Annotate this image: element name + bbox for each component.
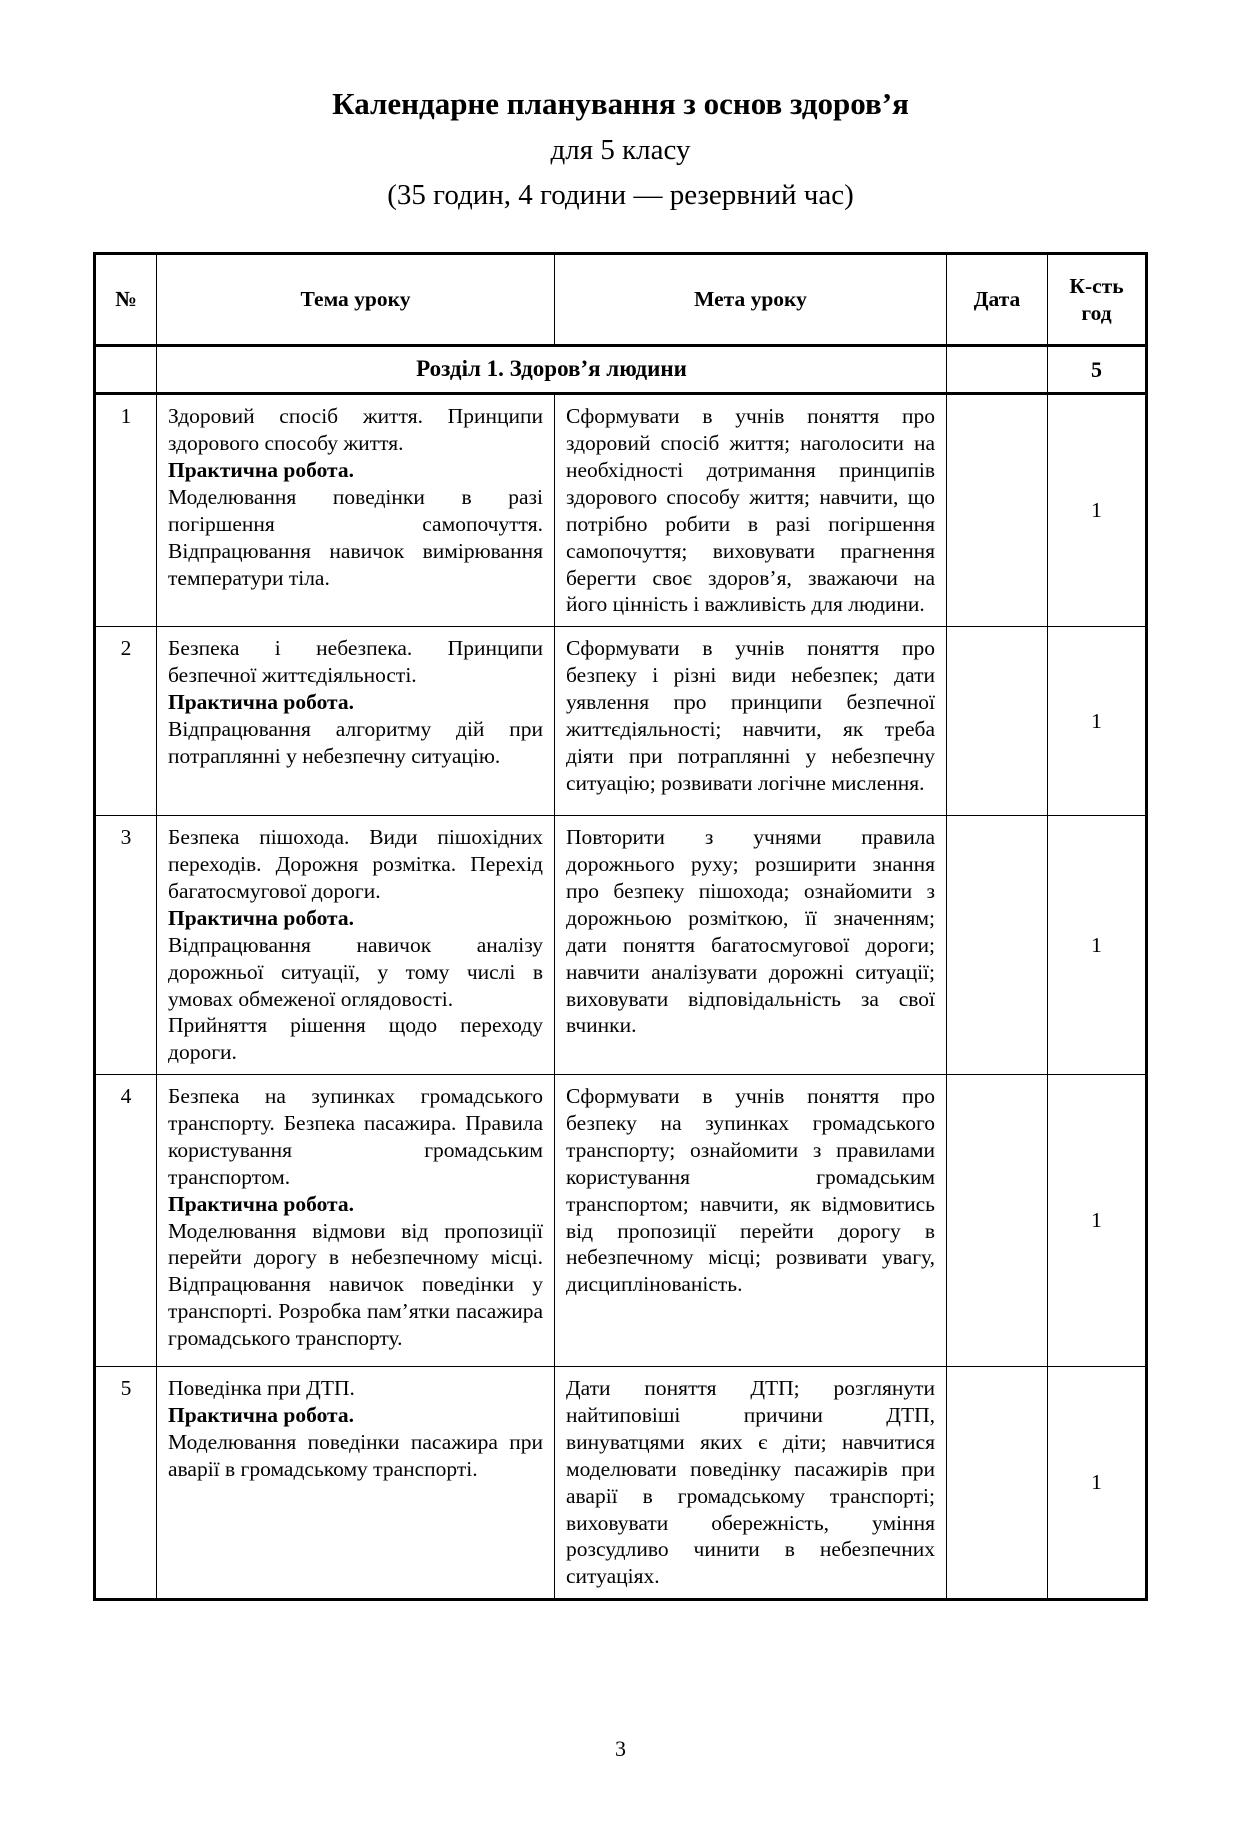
lesson-topic-cell — [157, 816, 555, 1075]
table-row — [95, 394, 1147, 627]
practical-work-paragraph: Відпрацювання алгоритму дій при потраплянні у небезпечну ситуацію. — [168, 716, 543, 768]
page-subtitle-hours: (35 годин, 4 години — резервний час) — [387, 178, 854, 211]
table-row — [95, 1367, 1147, 1600]
header-row — [95, 254, 1147, 346]
lesson-topic-cell — [157, 627, 555, 816]
lesson-goal-cell: Сформувати в учнів поняття про здоровий спосіб життя; наголосити на необхідності дотримання принципів здорового способу життя; навчити, що потрібно робити в разі погіршення самопочуття; виховувати прагнення берегти своє здоров’я, зважаючи на його цінність і важливість для людини. — [555, 394, 947, 627]
section-date-cell — [947, 346, 1048, 394]
practical-work-label: Практична робота. — [168, 458, 354, 483]
lesson-number: 5 — [95, 1367, 157, 1600]
lesson-hours-cell: 1 — [1048, 394, 1147, 627]
lesson-topic-cell — [157, 394, 555, 627]
lesson-plan-table — [93, 252, 1148, 1601]
lesson-date-cell — [947, 1367, 1048, 1600]
table-header — [95, 254, 1147, 346]
page-title: Календарне планування з основ здоров’я — [332, 86, 909, 121]
lesson-number: 1 — [95, 394, 157, 627]
section-row — [95, 346, 1147, 394]
practical-work-paragraph: Прийняття рішення щодо переходу дороги. — [168, 1013, 543, 1065]
header-hours: К-сть год — [1048, 254, 1147, 346]
header-date: Дата — [947, 254, 1048, 346]
lesson-number: 2 — [95, 627, 157, 816]
page-subtitle-class: для 5 класу — [550, 133, 691, 166]
practical-work-paragraph: Моделювання поведінки в разі погіршення самопочуття. Відпрацювання навичок вимірювання температури тіла. — [168, 484, 543, 590]
lesson-hours-cell: 1 — [1048, 816, 1147, 1075]
lesson-hours-cell: 1 — [1048, 1075, 1147, 1367]
practical-work-paragraph: Відпрацювання навичок аналізу дорожньої ситуації, у тому числі в умовах обмеженої оглядовості. — [168, 932, 543, 1011]
lesson-topic-text: Безпека і небезпека. Принципи безпечної життєдіяльності. — [168, 636, 543, 688]
lesson-topic-text: Здоровий спосіб життя. Принципи здорового способу життя. — [168, 404, 543, 456]
lesson-goal-cell: Повторити з учнями правила дорожнього руху; розширити знання про безпеку пішохода; ознайомити з дорожньою розміткою, її значенням; дати поняття багатосмугової дороги; навчити аналізувати дорожні ситуації; виховувати відповідальність за свої вчинки. — [555, 816, 947, 1075]
practical-work-label: Практична робота. — [168, 905, 354, 930]
lesson-date-cell — [947, 816, 1048, 1075]
practical-work-label: Практична робота. — [168, 1191, 354, 1216]
practical-work-text — [168, 932, 543, 1066]
table-row — [95, 1075, 1147, 1367]
lesson-topic-text: Безпека на зупинках громадського транспорту. Безпека пасажира. Правила користування громадським транспортом. — [168, 1084, 543, 1189]
lesson-goal-cell: Дати поняття ДТП; розглянути найтиповіші причини ДТП, винуватцями яких є діти; навчитися моделювати поведінку пасажирів при аварії в громадському транспорті; виховувати обережність, уміння розсудливо чинити в небезпечних ситуаціях. — [555, 1367, 947, 1600]
practical-work-text — [168, 1218, 543, 1352]
practical-work-text — [168, 484, 543, 592]
practical-work-label: Практична робота. — [168, 1403, 354, 1428]
header-goal: Мета уроку — [555, 254, 947, 346]
header-num: № — [95, 254, 157, 346]
practical-work-label: Практична робота. — [168, 690, 354, 715]
document-page — [0, 86, 1241, 1840]
table-row — [95, 816, 1147, 1075]
lesson-number: 4 — [95, 1075, 157, 1367]
practical-work-paragraph: Моделювання відмови від пропозиції перейти дорогу в небезпечному місці. Відпрацювання навичок поведінки у транспорті. Розробка пам’ятки пасажира громадського транспорту. — [168, 1218, 543, 1351]
section-num-cell — [95, 346, 157, 394]
lesson-goal-cell: Сформувати в учнів поняття про безпеку на зупинках громадського транспорту; ознайомити з правилами користування громадським транспортом; навчити, як відмовитись від пропозиції перейти дорогу в небезпечному місці; розвивати увагу, дисциплінованість. — [555, 1075, 947, 1367]
lesson-goal-cell: Сформувати в учнів поняття про безпеку і різні види небезпек; дати уявлення про принципи безпечної життєдіяльності; навчити, як треба діяти при потраплянні у небезпечну ситуацію; розвивати логічне мислення. — [555, 627, 947, 816]
lesson-topic-text: Безпека пішохода. Види пішохідних переходів. Дорожня розмітка. Перехід багатосмугової дороги. — [168, 825, 543, 904]
lesson-hours-cell: 1 — [1048, 1367, 1147, 1600]
lesson-number: 3 — [95, 816, 157, 1075]
table-body — [95, 346, 1147, 1600]
practical-work-text — [168, 716, 543, 770]
lesson-topic-cell — [157, 1075, 555, 1367]
page-number: 3 — [615, 1736, 626, 1761]
practical-work-text — [168, 1429, 543, 1483]
practical-work-paragraph: Моделювання поведінки пасажира при аварії в громадському транспорті. — [168, 1429, 543, 1481]
lesson-topic-text: Поведінка при ДТП. — [168, 1376, 355, 1401]
lesson-hours-cell: 1 — [1048, 627, 1147, 816]
section-title: Розділ 1. Здоров’я людини — [157, 346, 947, 394]
section-hours: 5 — [1048, 346, 1147, 394]
lesson-topic-cell — [157, 1367, 555, 1600]
table-row — [95, 627, 1147, 816]
lesson-date-cell — [947, 627, 1048, 816]
header-topic: Тема уроку — [157, 254, 555, 346]
lesson-date-cell — [947, 1075, 1048, 1367]
lesson-date-cell — [947, 394, 1048, 627]
